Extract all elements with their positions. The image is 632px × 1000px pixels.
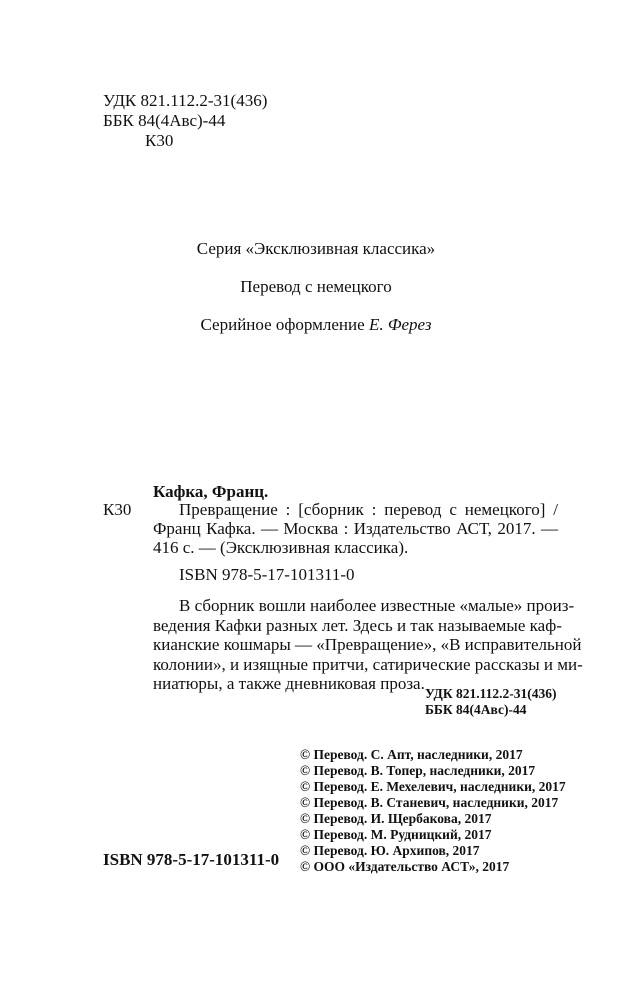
annotation-line: В сборник вошли наиболее известные «малые» произ- [179,596,575,615]
copyright-line: © Перевод. В. Топер, наследники, 2017 [300,763,536,778]
copyright-line: © Перевод. Е. Мехелевич, наследники, 2017 [300,779,566,794]
copyright-line: © Перевод. М. Рудницкий, 2017 [300,827,492,842]
description-line: Франц Кафка. — Москва : Издательство АСТ, 2017. — [153,519,558,538]
isbn-bottom: ISBN 978-5-17-101311-0 [103,850,280,869]
bbk-code: ББК 84(4Авс)-44 [103,111,226,130]
copyright-line: © Перевод. Ю. Архипов, 2017 [300,843,480,858]
design-author: Е. Ферез [368,315,432,334]
copyright-list [300,747,566,875]
annotation-line: ведения Кафки разных лет. Здесь и так называемые каф- [153,616,562,635]
copyright-line: © ООО «Издательство АСТ», 2017 [300,859,510,874]
author-sign: К30 [145,131,174,150]
description-line: 416 с. — (Эксклюзивная классика). [153,538,409,557]
design-label: Серийное оформление [200,315,365,334]
card-author-sign: К30 [103,500,132,519]
series-line: Серия «Эксклюзивная классика» [196,239,436,258]
copyright-line: © Перевод. В. Станевич, наследники, 2017 [300,795,559,810]
annotation-line: колонии», и изящные притчи, сатирические рассказы и ми- [153,655,583,674]
card-udk: УДК 821.112.2-31(436) [425,686,557,701]
annotation-line: кианские кошмары — «Превращение», «В исправительной [153,635,582,654]
udk-code: УДК 821.112.2-31(436) [103,91,268,110]
copyright-line: © Перевод. С. Апт, наследники, 2017 [300,747,523,762]
copyright-line: © Перевод. И. Щербакова, 2017 [300,811,492,826]
annotation-line: ниатюры, а также дневниковая проза. [153,674,425,693]
card-bbk: ББК 84(4Авс)-44 [425,702,527,717]
design-line [0,315,632,335]
author-heading: Кафка, Франц. [153,482,269,501]
card-isbn: ISBN 978-5-17-101311-0 [179,565,355,584]
translation-line: Перевод с немецкого [240,277,392,296]
description-line: Превращение : [сборник : перевод с немецкого] / [179,500,558,519]
